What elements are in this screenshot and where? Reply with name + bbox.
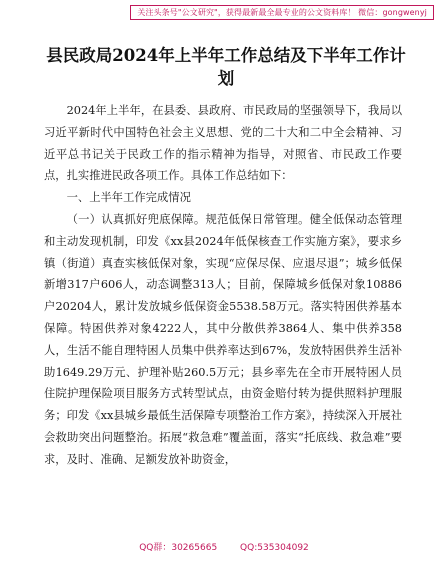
document-title: 县民政局2024年上半年工作总结及下半年工作计划: [46, 46, 406, 88]
header-banner: 关注头条号"公文研究"，获得最新最全最专业的公文资料库！ 微信：gongwenyj: [130, 5, 434, 20]
document-body: [44, 100, 402, 471]
footer-qq: QQ:535304092: [240, 543, 309, 553]
section-heading: 一、上半年工作完成情况: [66, 191, 191, 205]
intro-paragraph: 2024年上半年，在县委、县政府、市民政局的坚强领导下，我局以习近平新时代中国特色社会主义思想、党的二十大和二中全会精神、习近平总书记关于民政工作的指示精神为指导，对照省、市民政工作要点，扎实推进民政各项工作。具体工作总结如下：: [44, 104, 402, 183]
body-paragraph: （一）认真抓好兜底保障。规范低保日常管理。健全低保动态管理和主动发现机制，印发《xx县2024年低保核查工作实施方案》，要求乡镇（街道）真查实核低保对象，实现“应保尽保、应退尽退”；城乡低保新增317户606人，动态调整313人；目前，保障城乡低保对象10886户20204人，累计发放城乡低保资金5538.58万元。落实特困供养基本保障。特困供养对象4222人，其中分散供养3864人、集中供养358人，生活不能自理特困人员集中供养率达到67%，发放特困供养生活补助1649.29万元、护理补贴260.5万元；县乡率先在全市开展特困人员住院护理保险项目服务方式转型试点，由资金赔付转为提供照料护理服务；印发《xx县城乡最低生活保障专项整治工作方案》，持续深入开展社会救助突出问题整治。拓展“救急难”覆盖面，落实“托底线、救急难”要求，及时、准确、足额发放补助资金，: [44, 212, 402, 466]
footer-qq-group: QQ群：30265665: [139, 543, 218, 553]
footer-contact: [0, 540, 448, 553]
